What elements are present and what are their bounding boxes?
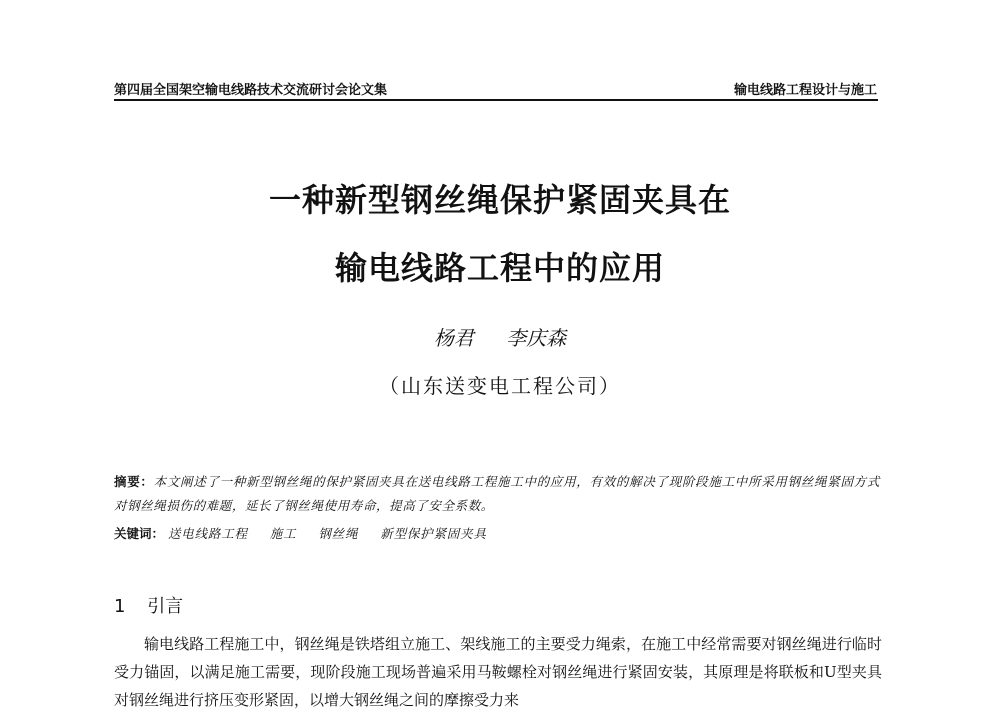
running-header-left: 第四届全国架空输电线路技术交流研讨会论文集 [114, 83, 388, 98]
running-header-right: 输电线路工程设计与施工 [733, 83, 877, 98]
author-name: 李庆森 [506, 326, 567, 350]
author-list [0, 322, 1000, 351]
keyword: 钢丝绳 [318, 526, 359, 541]
body-paragraph: 输电线路工程施工中，钢丝绳是铁塔组立施工、架线施工的主要受力绳索，在施工中经常需要对钢丝绳进行临时受力锚固，以满足施工需要，现阶段施工现场普遍采用马鞍螺栓对钢丝绳进行紧固安装，其原理是将联板和U型夹具对钢丝绳进行挤压变形紧固，以增大钢丝绳之间的摩擦受力来 [114, 635, 882, 709]
keywords [114, 524, 880, 542]
affiliation: （山东送变电工程公司） [379, 374, 621, 398]
abstract-label: 摘要： [114, 474, 154, 489]
section-title: 引言 [147, 596, 184, 617]
section-heading [114, 592, 183, 618]
keyword: 新型保护紧固夹具 [380, 526, 487, 541]
abstract-text: 本文阐述了一种新型钢丝绳的保护紧固夹具在送电线路工程施工中的应用，有效的解决了现阶段施工中所采用钢丝绳紧固方式对钢丝绳损伤的难题，延长了钢丝绳使用寿命，提高了安全系数。 [114, 474, 880, 513]
keywords-label: 关键词： [114, 526, 165, 541]
paper-title-line-1: 一种新型钢丝绳保护紧固夹具在 [268, 181, 731, 219]
paper-title-line-2: 输电线路工程中的应用 [334, 249, 665, 287]
section-number: 1 [114, 596, 126, 617]
author-name: 杨君 [433, 326, 474, 350]
keyword: 施工 [269, 526, 297, 541]
header-rule [114, 99, 878, 101]
keyword: 送电线路工程 [168, 526, 248, 541]
abstract [114, 470, 880, 518]
